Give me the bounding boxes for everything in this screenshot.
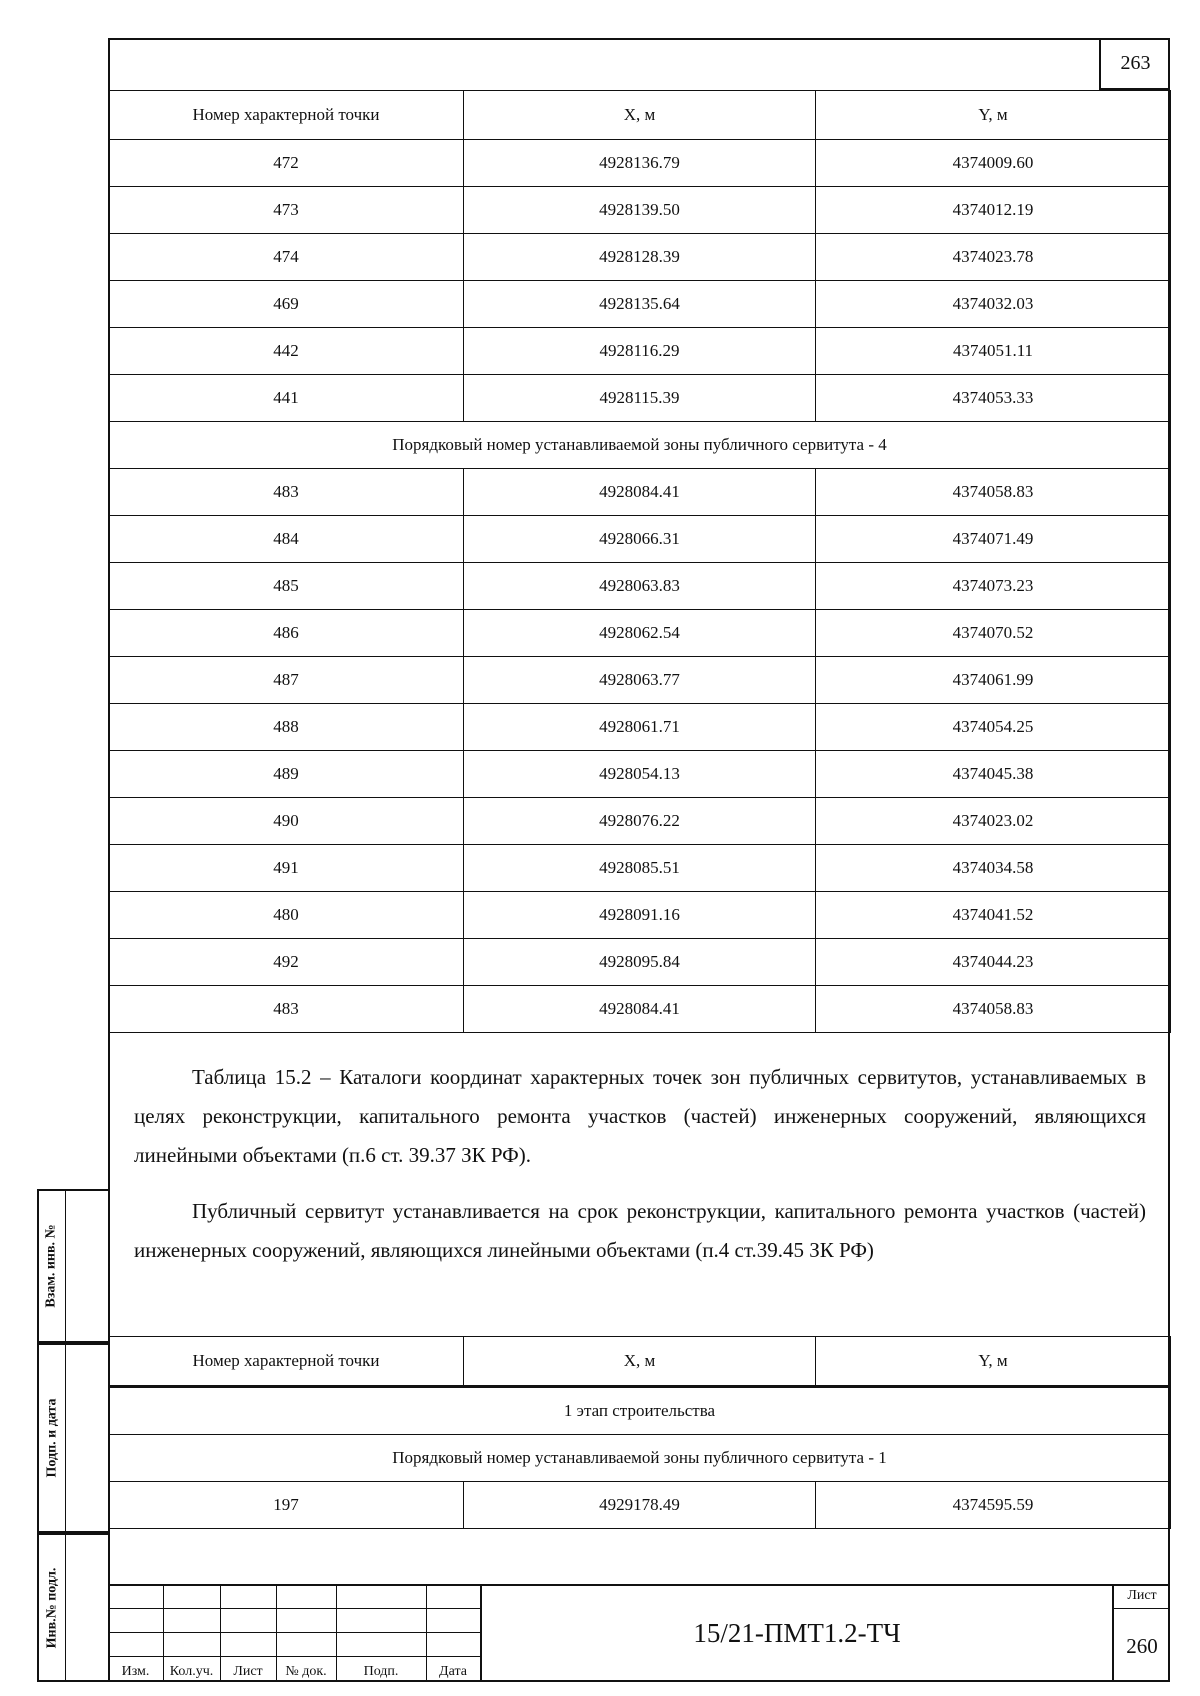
title-block-grid [108, 1584, 480, 1682]
header-y: Y, м [816, 1337, 1171, 1387]
cell-y: 4374071.49 [816, 516, 1171, 563]
table-row [109, 187, 1171, 234]
table-row [109, 939, 1171, 986]
cell-x: 4928084.41 [464, 469, 816, 516]
cell-point: 492 [109, 939, 464, 986]
cell-point: 474 [109, 234, 464, 281]
header-point: Номер характерной точки [109, 91, 464, 140]
cell-point: 489 [109, 751, 464, 798]
cell-point: 441 [109, 375, 464, 422]
side-stamp-original-inventory [37, 1533, 108, 1682]
table-row [109, 751, 1171, 798]
cell-y: 4374070.52 [816, 610, 1171, 657]
table-row [109, 516, 1171, 563]
table-header-row [109, 91, 1171, 140]
table-row [109, 1482, 1171, 1529]
cell-y: 4374023.02 [816, 798, 1171, 845]
table-row [109, 234, 1171, 281]
cell-y: 4374053.33 [816, 375, 1171, 422]
table-row [109, 657, 1171, 704]
cell-x: 4928085.51 [464, 845, 816, 892]
title-col-change: Изм. [121, 1664, 150, 1679]
cell-x: 4928061.71 [464, 704, 816, 751]
header-y: Y, м [816, 91, 1171, 140]
cell-y: 4374058.83 [816, 469, 1171, 516]
cell-point: 469 [109, 281, 464, 328]
table-row [109, 469, 1171, 516]
table-row [109, 704, 1171, 751]
cell-x: 4928115.39 [464, 375, 816, 422]
cell-point: 483 [109, 469, 464, 516]
cell-x: 4928136.79 [464, 140, 816, 187]
side-stamp-replacement [37, 1189, 108, 1343]
side-label: Подп. и дата [44, 1398, 59, 1478]
table-header-row [109, 1337, 1171, 1387]
zone-label: Порядковый номер устанавливаемой зоны публичного сервитута - 4 [109, 422, 1171, 469]
sheet-number: 260 [1126, 1633, 1158, 1658]
stage-row [109, 1387, 1171, 1435]
zone-label-row [109, 422, 1171, 469]
cell-point: 197 [109, 1482, 464, 1529]
cell-x: 4928139.50 [464, 187, 816, 234]
header-x: X, м [464, 91, 816, 140]
cell-point: 442 [109, 328, 464, 375]
title-col-sheet: Лист [233, 1664, 263, 1679]
zone-row [109, 1435, 1171, 1482]
cell-x: 4928063.77 [464, 657, 816, 704]
cell-y: 4374012.19 [816, 187, 1171, 234]
cell-x: 4928091.16 [464, 892, 816, 939]
cell-point: 488 [109, 704, 464, 751]
table-row [109, 845, 1171, 892]
table-row [109, 892, 1171, 939]
cell-y: 4374051.11 [816, 328, 1171, 375]
cell-point: 480 [109, 892, 464, 939]
sheet-box [1112, 1584, 1170, 1682]
cell-x: 4928084.41 [464, 986, 816, 1033]
cell-y: 4374061.99 [816, 657, 1171, 704]
side-stamp-signature-date [37, 1343, 108, 1533]
cell-y: 4374009.60 [816, 140, 1171, 187]
cell-x: 4928095.84 [464, 939, 816, 986]
side-label: Инв.№ подл. [44, 1567, 59, 1648]
table-row [109, 140, 1171, 187]
cell-y: 4374044.23 [816, 939, 1171, 986]
table-row [109, 563, 1171, 610]
cell-x: 4928128.39 [464, 234, 816, 281]
cell-y: 4374045.38 [816, 751, 1171, 798]
side-label: Взам. инв. № [44, 1224, 60, 1308]
cell-y: 4374058.83 [816, 986, 1171, 1033]
cell-y: 4374073.23 [816, 563, 1171, 610]
table-row [109, 610, 1171, 657]
title-col-date: Дата [439, 1664, 467, 1679]
table-row [109, 986, 1171, 1033]
header-x: X, м [464, 1337, 816, 1387]
cell-x: 4928066.31 [464, 516, 816, 563]
cell-point: 485 [109, 563, 464, 610]
cell-x: 4928054.13 [464, 751, 816, 798]
sheet-label: Лист [1114, 1584, 1170, 1609]
cell-x: 4928063.83 [464, 563, 816, 610]
page-number: 263 [1099, 38, 1170, 90]
title-col-signature: Подп. [363, 1664, 399, 1679]
coordinates-table-2 [108, 1336, 1171, 1529]
coordinates-table-1 [108, 90, 1171, 1033]
cell-y: 4374032.03 [816, 281, 1171, 328]
zone-label: Порядковый номер устанавливаемой зоны публичного сервитута - 1 [109, 1435, 1171, 1482]
cell-y: 4374595.59 [816, 1482, 1171, 1529]
header-point: Номер характерной точки [109, 1337, 464, 1387]
cell-y: 4374034.58 [816, 845, 1171, 892]
cell-x: 4928135.64 [464, 281, 816, 328]
cell-point: 473 [109, 187, 464, 234]
cell-point: 483 [109, 986, 464, 1033]
table-row [109, 281, 1171, 328]
table-row [109, 375, 1171, 422]
cell-point: 487 [109, 657, 464, 704]
table-row [109, 798, 1171, 845]
table-caption-paragraph: Таблица 15.2 – Каталоги координат характерных точек зон публичных сервитутов, устанавливаемых в целях реконструкции, капитального ремонта участков (частей) инженерных сооружений, являющихся линейными объектами (п.6 ст. 39.37 ЗК РФ). [134, 1065, 1146, 1167]
title-col-doc: № док. [285, 1664, 327, 1679]
cell-x: 4928062.54 [464, 610, 816, 657]
cell-y: 4374023.78 [816, 234, 1171, 281]
cell-x: 4928076.22 [464, 798, 816, 845]
cell-y: 4374054.25 [816, 704, 1171, 751]
title-col-count: Кол.уч. [169, 1664, 214, 1679]
cell-y: 4374041.52 [816, 892, 1171, 939]
cell-point: 484 [109, 516, 464, 563]
cell-x: 4929178.49 [464, 1482, 816, 1529]
cell-point: 472 [109, 140, 464, 187]
cell-point: 486 [109, 610, 464, 657]
cell-point: 491 [109, 845, 464, 892]
stage-label: 1 этап строительства [109, 1387, 1171, 1435]
servitude-term-paragraph: Публичный сервитут устанавливается на срок реконструкции, капитального ремонта участков (частей) инженерных сооружений, являющихся линейными объектами (п.4 ст.39.45 ЗК РФ) [134, 1199, 1146, 1262]
document-code: 15/21-ПМТ1.2-ТЧ [480, 1584, 1112, 1682]
cell-x: 4928116.29 [464, 328, 816, 375]
cell-point: 490 [109, 798, 464, 845]
table-row [109, 328, 1171, 375]
